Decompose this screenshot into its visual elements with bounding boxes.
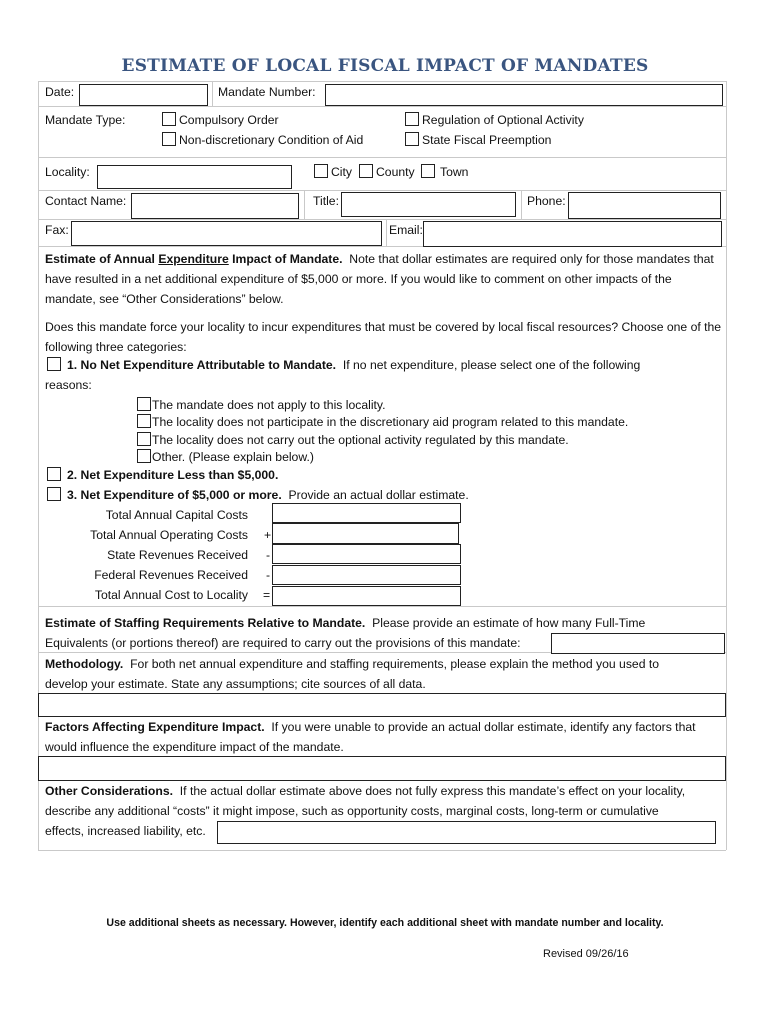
no-net-expenditure-checkbox[interactable] bbox=[47, 357, 61, 371]
date-label: Date: bbox=[45, 85, 75, 99]
option-2-heading-text: 2. Net Expenditure Less than $5,000. bbox=[67, 468, 279, 482]
total-cost-field[interactable] bbox=[272, 586, 461, 606]
contact-name-field[interactable] bbox=[131, 193, 299, 219]
fiscal-preemption-label: State Fiscal Preemption bbox=[422, 133, 552, 147]
operating-costs-operator: + bbox=[264, 528, 272, 542]
option-3-heading: 3. Net Expenditure of $5,000 or more. bbox=[67, 488, 282, 502]
fax-label: Fax: bbox=[45, 223, 69, 237]
option-1-heading: 1. No Net Expenditure Attributable to Mandate. bbox=[67, 358, 337, 372]
factors-line-1 bbox=[45, 720, 696, 734]
other-considerations-field[interactable] bbox=[217, 821, 716, 844]
phone-field[interactable] bbox=[568, 192, 721, 219]
factors-text-2: would influence the expenditure impact of the mandate. bbox=[45, 740, 344, 754]
expenditure-paragraph bbox=[45, 249, 725, 309]
option-2-heading bbox=[67, 468, 278, 482]
page-title: ESTIMATE OF LOCAL FISCAL IMPACT OF MANDATES bbox=[121, 56, 649, 76]
capital-costs-label: Total Annual Capital Costs bbox=[105, 508, 248, 522]
expenditure-heading-underline: Expenditure bbox=[158, 252, 229, 266]
option-3-text bbox=[67, 488, 469, 502]
compulsory-order-checkbox[interactable] bbox=[162, 112, 176, 126]
reason-4-checkbox[interactable] bbox=[137, 449, 151, 463]
methodology-text-2: develop your estimate. State any assumptions; cite sources of all data. bbox=[45, 677, 426, 691]
county-checkbox[interactable] bbox=[359, 164, 373, 178]
reason-4-label: Other. (Please explain below.) bbox=[152, 450, 314, 464]
staffing-text-2: Equivalents (or portions thereof) are required to carry out the provisions of this mandate: bbox=[45, 636, 521, 650]
phone-label: Phone: bbox=[527, 194, 566, 208]
title-field[interactable] bbox=[341, 192, 516, 217]
reason-2-label: The locality does not participate in the discretionary aid program related to this mandate. bbox=[152, 415, 629, 429]
state-revenues-operator: - bbox=[266, 548, 271, 562]
expenditure-heading-post: Impact of Mandate. bbox=[228, 252, 343, 266]
other-heading: Other Considerations. bbox=[45, 784, 173, 798]
option-1-detail: If no net expenditure, please select one of the following bbox=[342, 358, 641, 372]
expenditure-heading-pre: Estimate of Annual bbox=[45, 252, 159, 266]
expenditure-question: Does this mandate force your locality to incur expenditures that must be covered by local fiscal resources? Choose one of the following three categories: bbox=[45, 320, 722, 354]
state-revenues-field[interactable] bbox=[272, 544, 461, 564]
5000-or-more-checkbox[interactable] bbox=[47, 487, 61, 501]
operating-costs-label: Total Annual Operating Costs bbox=[90, 528, 248, 542]
optional-activity-label: Regulation of Optional Activity bbox=[422, 113, 584, 127]
county-label: County bbox=[376, 165, 415, 179]
option-1-text bbox=[67, 358, 640, 372]
fiscal-preemption-checkbox[interactable] bbox=[405, 132, 419, 146]
operating-costs-field[interactable] bbox=[272, 523, 459, 544]
town-checkbox[interactable] bbox=[421, 164, 435, 178]
expenditure-text: Note that dollar estimates are required only for those mandates that have resulted in a net additional expenditure of $5,000 or more. If you would like to comment on other impacts of the mandate, see “Other Considerations” below. bbox=[45, 252, 714, 306]
option-1-continuation: reasons: bbox=[45, 378, 92, 392]
reason-3-label: The locality does not carry out the optional activity regulated by this mandate. bbox=[152, 433, 569, 447]
option-3-detail: Provide an actual dollar estimate. bbox=[288, 488, 469, 502]
revised-date: Revised 09/26/16 bbox=[543, 948, 629, 960]
reason-3-checkbox[interactable] bbox=[137, 432, 151, 446]
reason-2-checkbox[interactable] bbox=[137, 414, 151, 428]
compulsory-order-label: Compulsory Order bbox=[179, 113, 279, 127]
federal-revenues-field[interactable] bbox=[272, 565, 461, 585]
staffing-field[interactable] bbox=[551, 633, 725, 654]
divider bbox=[212, 81, 213, 106]
federal-revenues-operator: - bbox=[266, 568, 271, 582]
divider bbox=[304, 190, 305, 219]
divider bbox=[38, 106, 726, 107]
staffing-line-1 bbox=[45, 616, 645, 630]
other-line-1 bbox=[45, 784, 685, 798]
other-text-2: describe any additional “costs” it might impose, such as opportunity costs, marginal costs, long-term or cumulative bbox=[45, 804, 659, 818]
methodology-field[interactable] bbox=[38, 693, 726, 717]
city-label: City bbox=[331, 165, 352, 179]
factors-text-1: If you were unable to provide an actual dollar estimate, identify any factors that bbox=[271, 720, 696, 734]
less-than-5000-checkbox[interactable] bbox=[47, 467, 61, 481]
divider bbox=[38, 157, 726, 158]
other-text-3: effects, increased liability, etc. bbox=[45, 824, 206, 838]
methodology-text-1: For both net annual expenditure and staffing requirements, please explain the method you used to bbox=[130, 657, 660, 671]
divider bbox=[38, 190, 726, 191]
staffing-text-1: Please provide an estimate of how many Full-Time bbox=[372, 616, 646, 630]
locality-label: Locality: bbox=[45, 165, 90, 179]
email-field[interactable] bbox=[423, 221, 722, 247]
divider bbox=[521, 190, 522, 219]
mandate-type-label: Mandate Type: bbox=[45, 113, 126, 127]
email-label: Email: bbox=[389, 223, 423, 237]
reason-1-label: The mandate does not apply to this locality. bbox=[152, 398, 386, 412]
state-revenues-label: State Revenues Received bbox=[107, 548, 248, 562]
factors-field[interactable] bbox=[38, 756, 726, 781]
factors-heading: Factors Affecting Expenditure Impact. bbox=[45, 720, 265, 734]
federal-revenues-label: Federal Revenues Received bbox=[94, 568, 248, 582]
capital-costs-field[interactable] bbox=[272, 503, 461, 523]
locality-field[interactable] bbox=[97, 165, 292, 189]
other-text-1: If the actual dollar estimate above does not fully express this mandate’s effect on your locality, bbox=[179, 784, 686, 798]
non-discretionary-checkbox[interactable] bbox=[162, 132, 176, 146]
divider bbox=[726, 81, 727, 850]
contact-name-label: Contact Name: bbox=[45, 194, 127, 208]
divider bbox=[38, 850, 726, 851]
divider bbox=[38, 81, 726, 82]
city-checkbox[interactable] bbox=[314, 164, 328, 178]
mandate-number-field[interactable] bbox=[325, 84, 723, 106]
total-cost-label: Total Annual Cost to Locality bbox=[94, 588, 248, 602]
methodology-line-1 bbox=[45, 657, 659, 671]
divider bbox=[38, 219, 726, 220]
town-label: Town bbox=[440, 165, 469, 179]
title-label: Title: bbox=[313, 194, 339, 208]
total-cost-operator: = bbox=[263, 588, 271, 602]
divider bbox=[38, 81, 39, 850]
optional-activity-checkbox[interactable] bbox=[405, 112, 419, 126]
staffing-heading: Estimate of Staffing Requirements Relative to Mandate. bbox=[45, 616, 366, 630]
footer-note: Use additional sheets as necessary. However, identify each additional sheet with mandate number and locality. bbox=[106, 917, 664, 929]
fax-field[interactable] bbox=[71, 221, 382, 246]
mandate-number-label: Mandate Number: bbox=[218, 85, 316, 99]
divider bbox=[38, 606, 726, 607]
reason-1-checkbox[interactable] bbox=[137, 397, 151, 411]
date-field[interactable] bbox=[79, 84, 208, 106]
non-discretionary-label: Non-discretionary Condition of Aid bbox=[179, 133, 364, 147]
divider bbox=[386, 219, 387, 246]
methodology-heading: Methodology. bbox=[45, 657, 124, 671]
